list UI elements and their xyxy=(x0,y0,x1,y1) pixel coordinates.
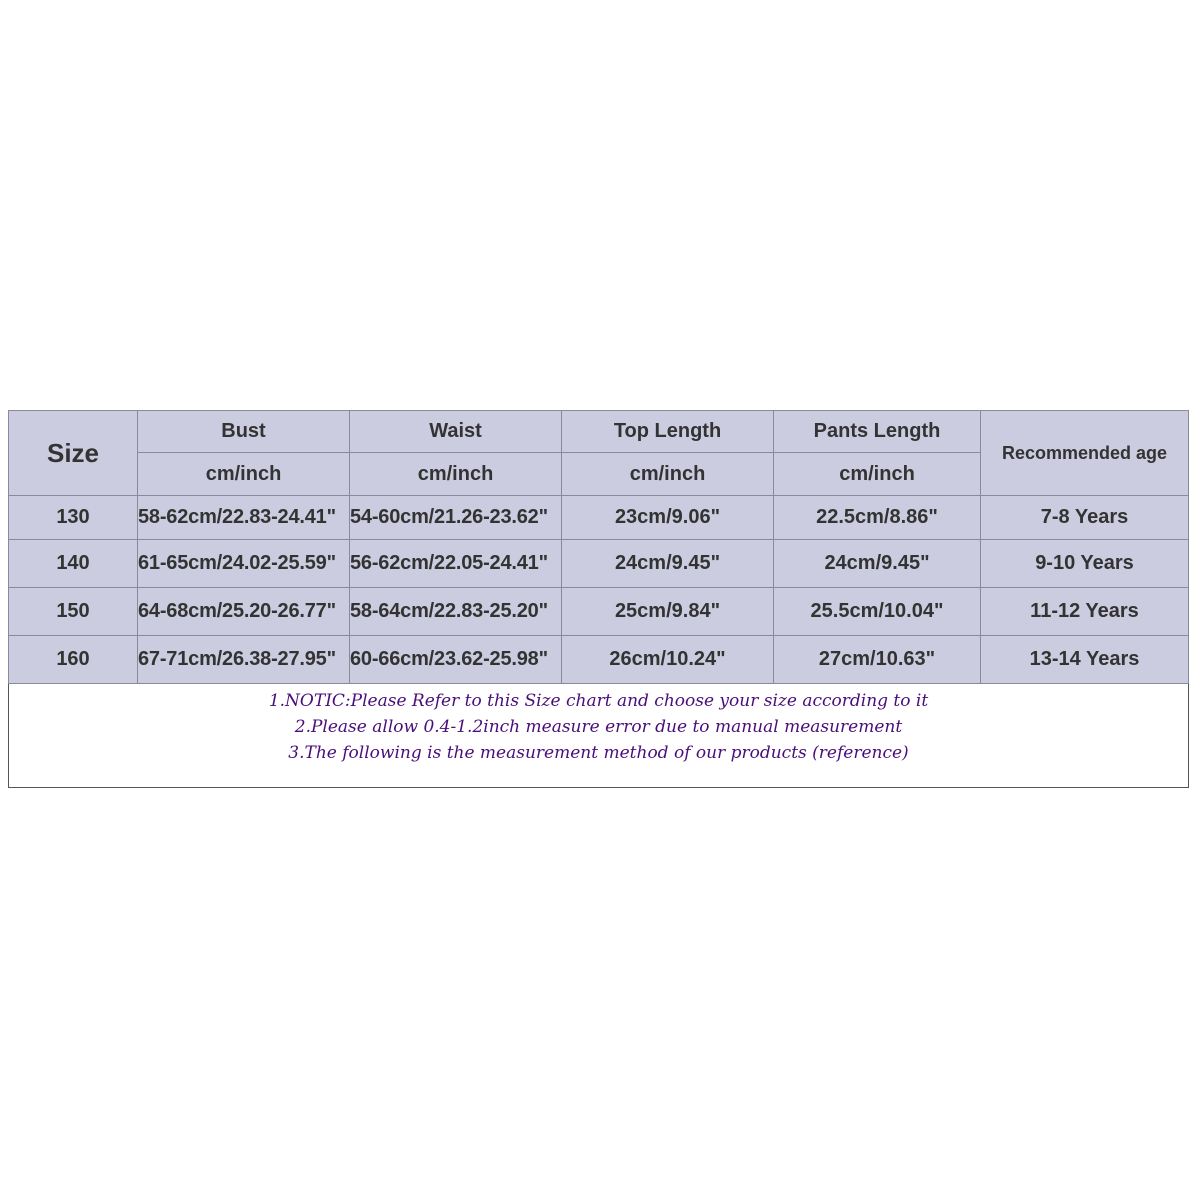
note-line: 3.The following is the measurement method of our products (reference) xyxy=(288,743,909,763)
notes-row xyxy=(9,684,1189,788)
size-column-header: Size xyxy=(9,411,138,496)
waist-cell: 54-60cm/21.26-23.62" xyxy=(350,496,562,540)
size-cell: 140 xyxy=(9,540,138,588)
pants-length-cell: 24cm/9.45" xyxy=(774,540,981,588)
waist-cell: 58-64cm/22.83-25.20" xyxy=(350,588,562,636)
header-row xyxy=(9,411,1189,453)
top-length-cell: 25cm/9.84" xyxy=(562,588,774,636)
pants-length-cell: 25.5cm/10.04" xyxy=(774,588,981,636)
age-cell: 13-14 Years xyxy=(981,636,1189,684)
waist-cell: 56-62cm/22.05-24.41" xyxy=(350,540,562,588)
top-length-cell: 26cm/10.24" xyxy=(562,636,774,684)
waist-column-header: Waist xyxy=(350,411,562,453)
recommended-age-column-header: Recommended age xyxy=(981,411,1189,496)
pants-length-column-header: Pants Length xyxy=(774,411,981,453)
age-cell: 7-8 Years xyxy=(981,496,1189,540)
size-chart-table xyxy=(8,410,1189,788)
table-row xyxy=(9,496,1189,540)
waist-cell: 60-66cm/23.62-25.98" xyxy=(350,636,562,684)
bust-cell: 58-62cm/22.83-24.41" xyxy=(138,496,350,540)
bust-cell: 67-71cm/26.38-27.95" xyxy=(138,636,350,684)
table-row xyxy=(9,636,1189,684)
age-cell: 11-12 Years xyxy=(981,588,1189,636)
table-row xyxy=(9,540,1189,588)
top-length-column-header: Top Length xyxy=(562,411,774,453)
age-cell: 9-10 Years xyxy=(981,540,1189,588)
pants-length-unit: cm/inch xyxy=(774,453,981,496)
top-length-cell: 23cm/9.06" xyxy=(562,496,774,540)
note-line: 2.Please allow 0.4-1.2inch measure error due to manual measurement xyxy=(294,717,903,737)
top-length-unit: cm/inch xyxy=(562,453,774,496)
pants-length-cell: 22.5cm/8.86" xyxy=(774,496,981,540)
bust-column-header: Bust xyxy=(138,411,350,453)
pants-length-cell: 27cm/10.63" xyxy=(774,636,981,684)
note-line: 1.NOTIC:Please Refer to this Size chart and choose your size according to it xyxy=(268,691,929,711)
size-cell: 130 xyxy=(9,496,138,540)
table-row xyxy=(9,588,1189,636)
waist-unit: cm/inch xyxy=(350,453,562,496)
bust-unit: cm/inch xyxy=(138,453,350,496)
notes-cell xyxy=(9,684,1189,788)
bust-cell: 64-68cm/25.20-26.77" xyxy=(138,588,350,636)
size-cell: 160 xyxy=(9,636,138,684)
top-length-cell: 24cm/9.45" xyxy=(562,540,774,588)
size-cell: 150 xyxy=(9,588,138,636)
bust-cell: 61-65cm/24.02-25.59" xyxy=(138,540,350,588)
